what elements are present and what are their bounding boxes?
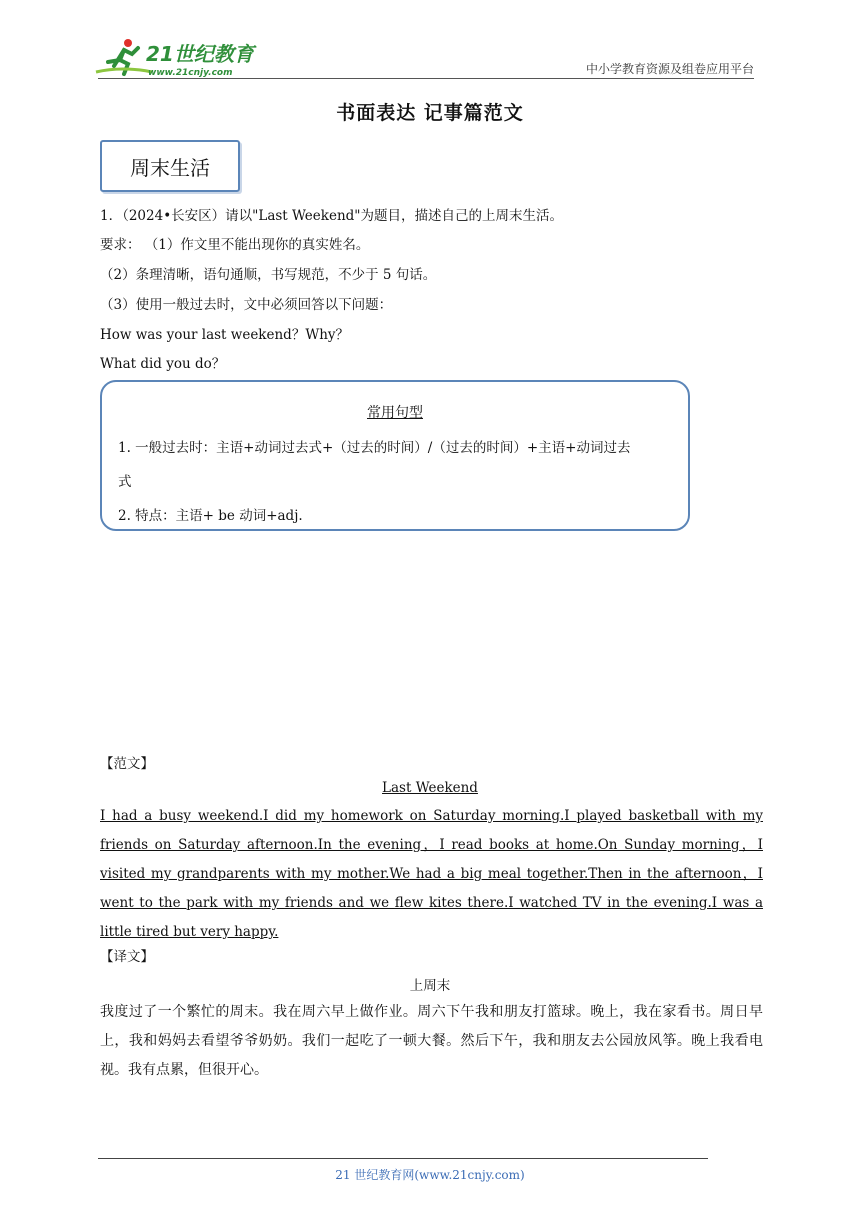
runner-icon <box>96 39 152 74</box>
guide-question-2: What did you do？ <box>100 356 226 372</box>
logo-text: 21世纪教育 <box>146 42 254 66</box>
requirement-1: 要求： （1）作文里不能出现你的真实姓名。 <box>100 237 370 253</box>
requirement-2: （2）条理清晰，语句通顺，书写规范，不少于 5 句话。 <box>100 267 437 283</box>
sample-label: 【范文】 <box>100 756 154 772</box>
requirement-3: （3）使用一般过去时，文中必须回答以下问题： <box>100 297 393 313</box>
header-tagline: 中小学教育资源及组卷应用平台 <box>585 62 754 76</box>
sample-essay: I had a busy weekend.I did my homework on Saturday morning.I played basketball with my friends on Saturday afternoon.In the evening，I read books at home.On Sunday morning，I visited my grandparents with my mother.We had a big meal together.Then in the afternoon，I went to the park with my friends and we flew kites there.I watched TV in the evening.I was a little tired but very happy. <box>100 808 763 940</box>
question-intro: 1．（2024•长安区）请以"Last Weekend"为题目，描述自己的上周末生活。 <box>100 208 563 224</box>
tips-item-2: 2. 特点：主语+ be 动词+adj. <box>118 508 303 524</box>
site-logo <box>92 36 262 80</box>
sample-title: Last Weekend <box>382 780 478 796</box>
guide-question-1: How was your last weekend？Why？ <box>100 327 350 343</box>
footer-text: 21 世纪教育网(www.21cnjy.com) <box>335 1168 525 1182</box>
translation-title: 上周末 <box>409 978 451 994</box>
translation-label: 【译文】 <box>100 949 154 965</box>
tips-item-1: 1. 一般过去时：主语+动词过去式+（过去的时间）/（过去的时间）+主语+动词过去 <box>118 440 631 456</box>
section-label: 周末生活 <box>100 140 240 192</box>
translation-body: 我度过了一个繁忙的周末。我在周六早上做作业。周六下午我和朋友打篮球。晚上，我在家看书。周日早上，我和妈妈去看望爷爷奶奶。我们一起吃了一顿大餐。然后下午，我和朋友去公园放风筝。晚上我看电视。我有点累，但很开心。 <box>100 1004 763 1078</box>
document-title: 书面表达 记事篇范文 <box>336 102 524 124</box>
footer-divider <box>98 1158 708 1159</box>
tips-item-1-continued: 式 <box>118 474 132 490</box>
header-divider <box>98 78 754 79</box>
tips-title: 常用句型 <box>367 405 423 421</box>
common-sentence-patterns-box <box>100 380 690 531</box>
logo-url: www.21cnjy.com <box>148 68 233 78</box>
